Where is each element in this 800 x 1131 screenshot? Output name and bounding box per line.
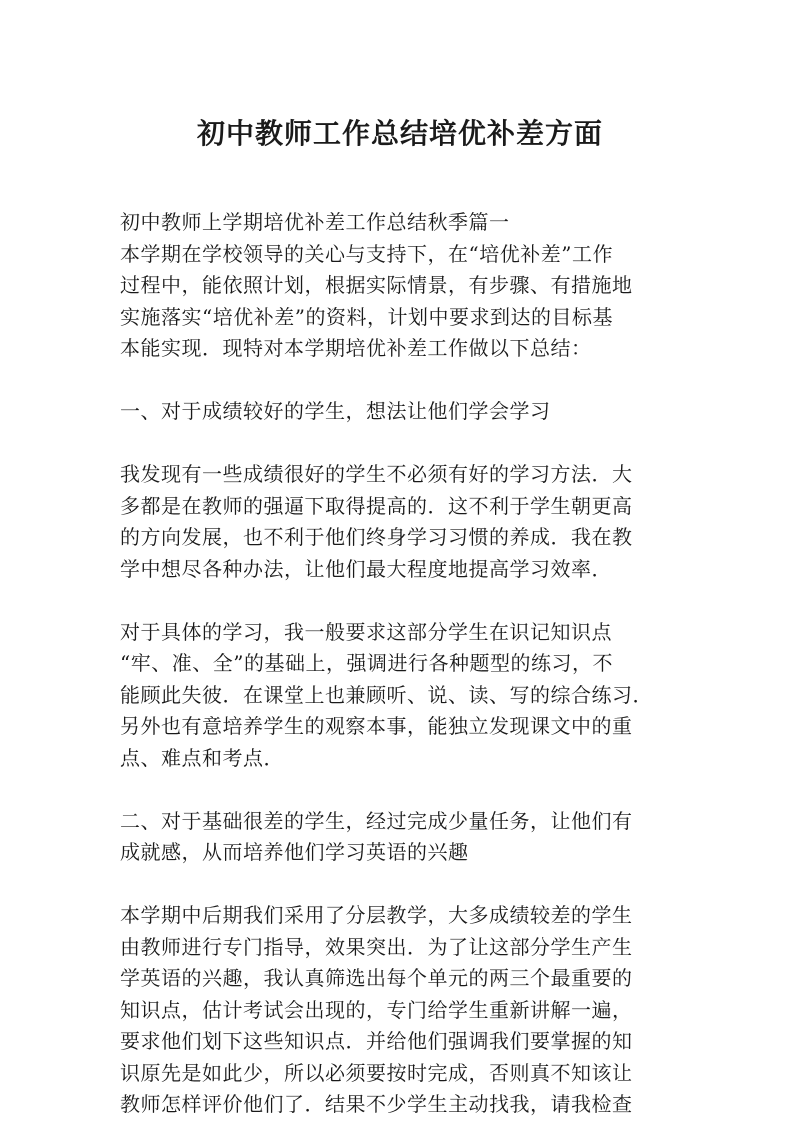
text-line: “牢、准、全”的基础上，强调进行各种题型的练习，不 bbox=[120, 651, 613, 675]
text-line: 初中教师上学期培优补差工作总结秋季篇一 bbox=[120, 210, 510, 234]
text-line: 由教师进行专门指导，效果突出．为了让这部分学生产生 bbox=[120, 934, 633, 959]
text-line: 另外也有意培养学生的观察本事，能独立发现课文中的重 bbox=[120, 714, 633, 738]
paragraph-gap bbox=[120, 774, 668, 806]
text-line: 一、对于成绩较好的学生，想法让他们学会学习 bbox=[120, 399, 551, 423]
text-line: 点、难点和考点． bbox=[120, 745, 284, 770]
text-line: 知识点，估计考试会出现的，专门给学生重新讲解一遍， bbox=[120, 997, 633, 1022]
text-line: 实施落实“培优补差”的资料，计划中要求到达的目标基 bbox=[120, 304, 613, 329]
text-line: 教师怎样评价他们了．结果不少学生主动找我，请我检查 bbox=[120, 1092, 633, 1116]
text-line: 本学期中后期我们采用了分层教学，大多成绩较差的学生 bbox=[120, 903, 633, 927]
text-line: 二、对于基础很差的学生，经过完成少量任务，让他们有 bbox=[120, 808, 633, 833]
paragraph-gap bbox=[120, 428, 668, 460]
text-line: 我发现有一些成绩很好的学生不必须有好的学习方法．大 bbox=[120, 462, 633, 486]
paragraph-gap bbox=[120, 365, 668, 397]
text-line: 本能实现．现特对本学期培优补差工作做以下总结： bbox=[120, 336, 592, 360]
text-line: 过程中，能依照计划，根据实际情景，有步骤、有措施地 bbox=[120, 273, 633, 297]
text-line: 多都是在教师的强逼下取得提高的．这不利于学生朝更高 bbox=[120, 493, 633, 518]
document-title: 初中教师工作总结培优补差方面 bbox=[196, 117, 603, 150]
text-line: 成就感，从而培养他们学习英语的兴趣 bbox=[120, 840, 469, 864]
text-line: 学中想尽各种办法，让他们最大程度地提高学习效率． bbox=[120, 556, 612, 581]
text-line: 要求他们划下这些知识点．并给他们强调我们要掌握的知 bbox=[120, 1029, 633, 1053]
text-line: 能顾此失彼．在课堂上也兼顾听、说、读、写的综合练习． bbox=[120, 682, 653, 707]
paragraph-gap bbox=[120, 585, 668, 617]
text-line: 学英语的兴趣，我认真筛选出每个单元的两三个最重要的 bbox=[120, 966, 633, 990]
document-body bbox=[120, 207, 668, 1121]
text-line: 识原先是如此少，所以必须要按时完成，否则真不知该让 bbox=[120, 1060, 633, 1085]
paragraph-gap bbox=[120, 869, 668, 901]
text-line: 本学期在学校领导的关心与支持下，在“培优补差”工作 bbox=[120, 241, 613, 266]
text-line: 的方向发展，也不利于他们终身学习习惯的养成．我在教 bbox=[120, 525, 633, 549]
text-line: 对于具体的学习，我一般要求这部分学生在识记知识点 bbox=[120, 619, 612, 644]
